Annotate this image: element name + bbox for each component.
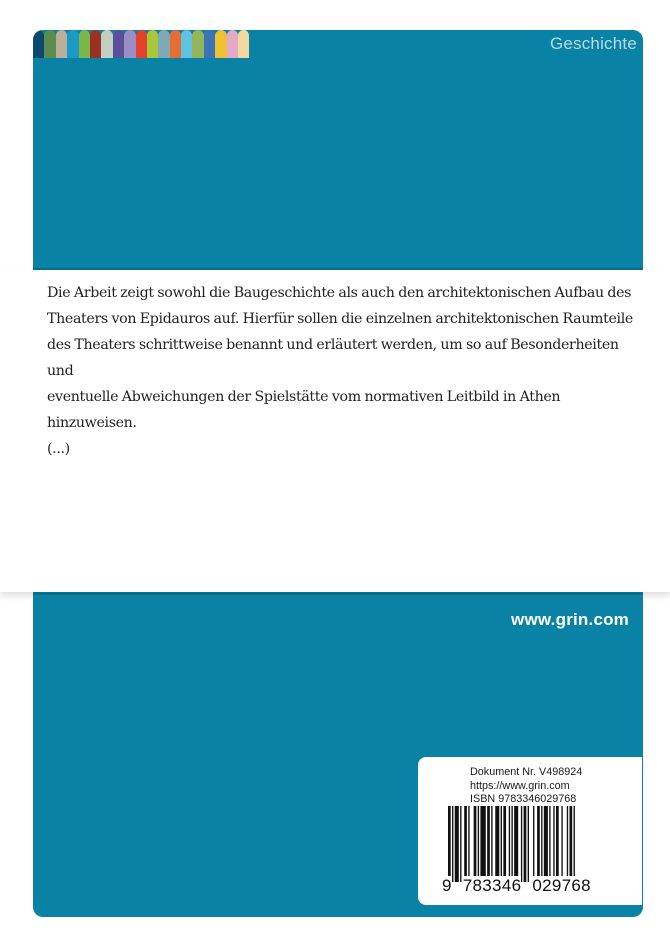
abstract-line: (...) [47,441,70,457]
color-tab [90,30,101,58]
color-tab [170,30,181,58]
isbn-number: ISBN 9783346029768 [470,793,577,805]
color-tab [204,30,215,58]
barcode-first-digit: 9 [442,876,452,895]
color-tab [101,30,112,58]
document-number: Dokument Nr. V498924 [470,766,583,778]
website-link[interactable]: www.grin.com [511,610,629,629]
color-tab [238,30,249,58]
color-tab [215,30,226,58]
publisher-url[interactable]: https://www.grin.com [470,779,570,792]
color-tab [181,30,192,58]
barcode-left-group: 783346 [462,876,522,895]
color-tab [158,30,169,58]
color-tab [67,30,78,58]
color-tab [124,30,135,58]
abstract-line: Die Arbeit zeigt sowohl die Baugeschichte als auch den architektonischen Aufbau des [47,285,632,301]
color-tab [79,30,90,58]
abstract-line: Theaters von Epidauros auf. Hierfür sollen die einzelnen architektonischen Raumteile [47,311,633,327]
color-tab [44,30,55,58]
color-tab [113,30,124,58]
color-tab [56,30,67,58]
color-tab-strip [33,30,249,58]
color-tab [33,30,44,58]
category-label: Geschichte [549,34,637,53]
color-tab [136,30,147,58]
abstract-text [47,280,647,462]
abstract-line: eventuelle Abweichungen der Spielstätte vom normativen Leitbild in Athen hinzuweisen. [47,389,561,431]
cover-top-panel [33,30,643,270]
publication-info [470,766,582,807]
abstract-line: des Theaters schrittweise benannt und erläutert werden, um so auf Besonderheiten und [47,337,619,379]
color-tab [147,30,158,58]
isbn-box [418,757,642,905]
barcode-right-group: 029768 [532,876,591,895]
color-tab [192,30,203,58]
barcode-digits [442,876,642,896]
color-tab [227,30,238,58]
